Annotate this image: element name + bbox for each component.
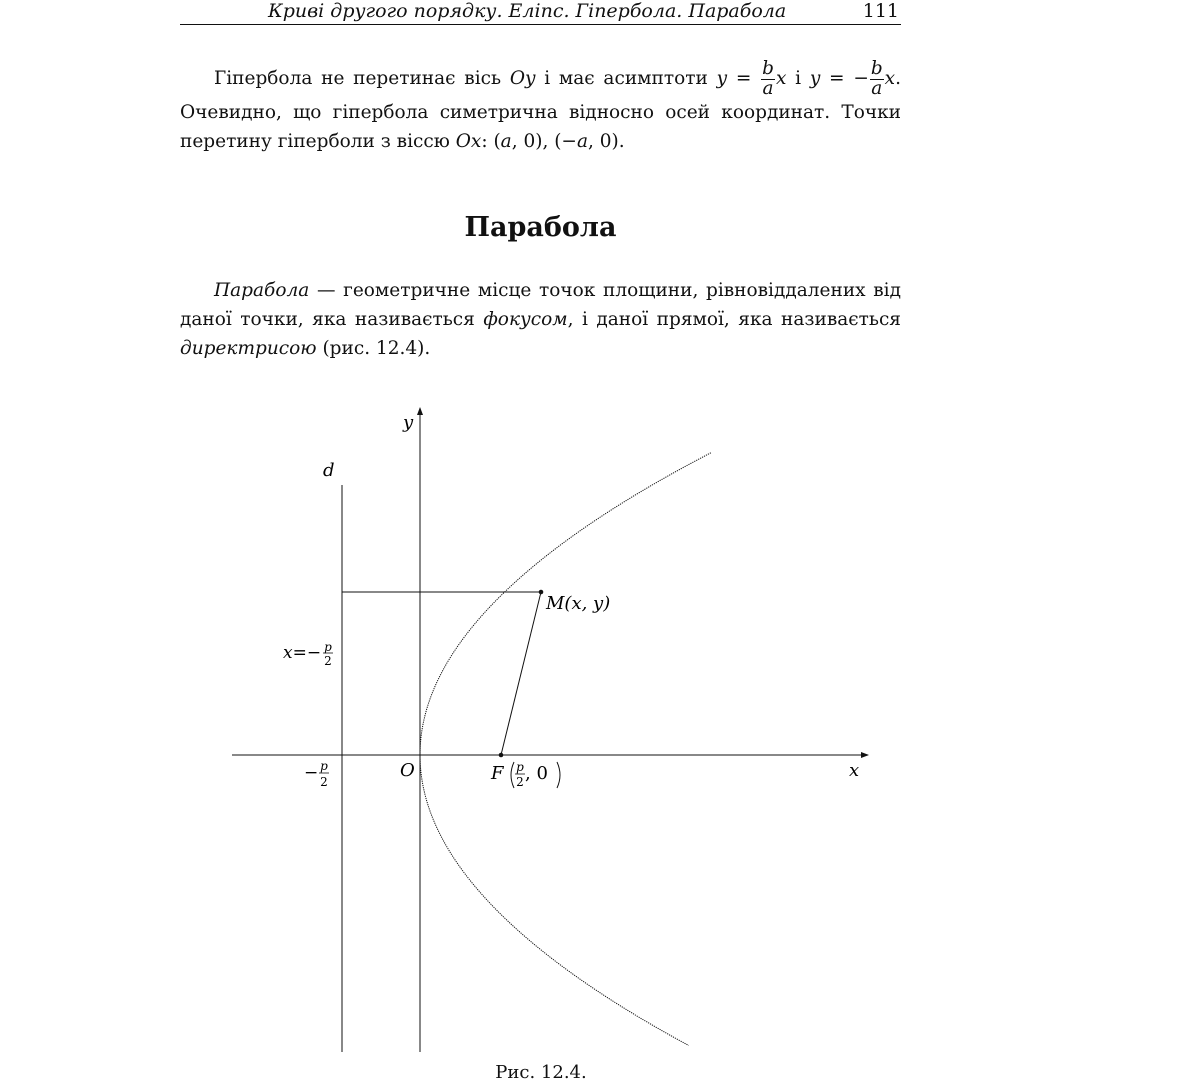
x-axis-label: x (849, 760, 860, 781)
y-axis-label: y (403, 412, 414, 433)
svg-text:, 0: , 0 (525, 763, 548, 784)
parabola-figure (0, 400, 1082, 1060)
fraction-b-over-a: $\frac{b}{a}$ (762, 58, 774, 99)
paragraph-parabola-definition: Парабола — геометричне місце точок площини, рівновіддалених від даної точки, яка називається фокусом, і даної прямої, яка називається директрисою (рис. 12.4). (180, 280, 901, 359)
focus-label (490, 760, 560, 789)
svg-text:2: 2 (320, 775, 328, 789)
directrix-equation-label (283, 640, 333, 668)
running-title: Криві другого порядку. Еліпс. Гіпербола. Парабола (268, 0, 787, 22)
svg-text:2: 2 (324, 654, 332, 668)
neg-half-p-label (304, 759, 329, 789)
svg-text:−: − (304, 763, 319, 783)
svg-text:p: p (320, 759, 328, 773)
fraction-b-over-a-2: $\frac{b}{a}$ (870, 58, 883, 99)
svg-text:F: F (491, 763, 504, 784)
segment-m-to-f (501, 592, 541, 755)
origin-label: O (400, 760, 415, 781)
running-header (180, 0, 901, 25)
directrix-label: d (323, 460, 335, 481)
figure-caption: Рис. 12.4. (495, 1062, 587, 1083)
svg-text:2: 2 (516, 775, 524, 789)
page-number: 111 (862, 0, 899, 22)
point-m-label: M(x, y) (546, 593, 611, 614)
svg-text:p: p (516, 760, 524, 774)
svg-text:p: p (324, 640, 332, 654)
parabola-curve (420, 453, 711, 1046)
point-f (499, 753, 504, 758)
point-m (539, 590, 544, 595)
paragraph-hyperbola: Гіпербола не перетинає вісь Oy і має асимптоти y = $\frac{b}{a}$ x і y = − $\frac{b}{a}$ x. Очевидно, що гіпербола симетрична відносно осей координат. Точки перетину гіперболи з віссю Ox: (a, 0), (−a, 0). (180, 58, 901, 152)
section-title: Парабола (464, 212, 617, 243)
svg-text:x=−: x=− (283, 643, 322, 663)
